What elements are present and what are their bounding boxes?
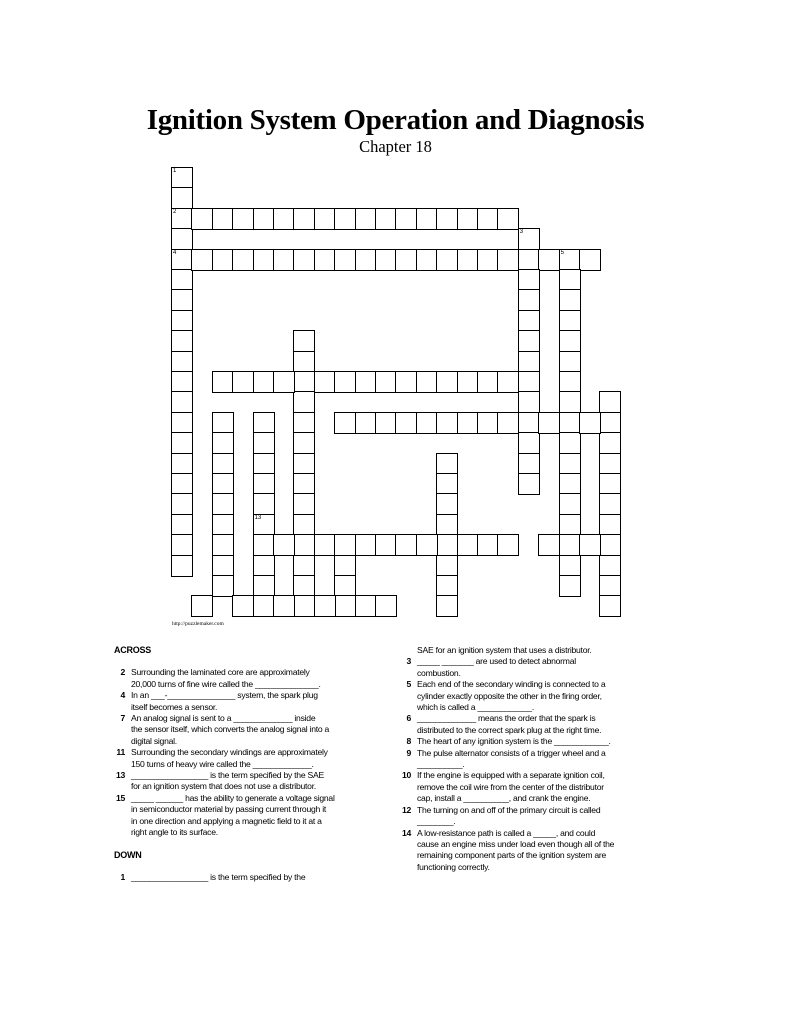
grid-cell[interactable] <box>334 412 356 434</box>
grid-cell[interactable] <box>559 575 581 597</box>
grid-cell[interactable] <box>559 514 581 536</box>
grid-cell[interactable] <box>599 514 621 536</box>
grid-cell[interactable] <box>518 351 540 373</box>
clue-text-line: which is called a ____________. <box>417 702 534 713</box>
grid-cell[interactable] <box>171 473 193 495</box>
grid-cell[interactable] <box>559 493 581 515</box>
grid-cell[interactable] <box>293 493 315 515</box>
grid-cell[interactable] <box>457 534 479 556</box>
grid-cell[interactable] <box>293 391 315 413</box>
grid-cell[interactable] <box>436 371 458 393</box>
grid-cell[interactable] <box>314 249 336 271</box>
grid-cell[interactable] <box>395 249 417 271</box>
clue-text-line: The pulse alternator consists of a trigger wheel and a <box>417 747 606 758</box>
grid-cell[interactable] <box>212 453 234 475</box>
clue-text-line: __________. <box>417 759 465 770</box>
grid-cell[interactable] <box>457 412 479 434</box>
grid-cell[interactable] <box>293 208 315 230</box>
grid-cell[interactable] <box>293 514 315 536</box>
grid-cell[interactable] <box>477 208 499 230</box>
grid-cell[interactable] <box>253 208 275 230</box>
grid-cell[interactable] <box>436 473 458 495</box>
clue-text-line: in one direction and applying a magnetic field to it at a <box>131 815 322 826</box>
grid-cell[interactable] <box>293 351 315 373</box>
clue-number: 12 <box>401 804 411 815</box>
clue-text-line: in semiconductor material by passing current through it <box>131 804 326 815</box>
down-clue <box>400 736 662 747</box>
grid-cell[interactable] <box>579 412 601 434</box>
grid-cell[interactable] <box>232 595 254 617</box>
clue-text-line: _________________ is the term specified by the SAE <box>131 770 324 781</box>
grid-cell[interactable] <box>171 514 193 536</box>
grid-cell[interactable] <box>253 249 275 271</box>
clue-number-label: 13 <box>254 514 262 521</box>
grid-cell[interactable] <box>436 534 458 556</box>
grid-cell[interactable] <box>518 453 540 475</box>
grid-cell[interactable] <box>171 432 193 454</box>
grid-cell[interactable] <box>253 493 275 515</box>
grid-cell[interactable] <box>273 534 295 556</box>
grid-cell[interactable] <box>518 249 540 271</box>
grid-cell[interactable] <box>171 289 193 311</box>
across-clue <box>114 793 376 839</box>
grid-cell[interactable] <box>559 351 581 373</box>
page-subtitle: Chapter 18 <box>359 137 432 156</box>
clue-text-line: combustion. <box>417 667 461 678</box>
grid-cell[interactable] <box>171 351 193 373</box>
grid-cell[interactable] <box>273 208 295 230</box>
grid-cell[interactable] <box>293 412 315 434</box>
clue-number: 8 <box>406 736 411 747</box>
grid-cell[interactable] <box>416 208 438 230</box>
grid-cell[interactable] <box>599 473 621 495</box>
grid-cell[interactable] <box>253 473 275 495</box>
clue-text-line: _____________ means the order that the spark is <box>417 713 596 724</box>
page-title: Ignition System Operation and Diagnosis <box>146 104 645 136</box>
grid-cell[interactable] <box>334 208 356 230</box>
grid-cell[interactable] <box>253 371 275 393</box>
grid-cell[interactable] <box>579 534 601 556</box>
grid-cell[interactable] <box>559 412 581 434</box>
clue-text-line: _____ _______ are used to detect abnormal <box>417 656 576 667</box>
grid-cell[interactable] <box>212 493 234 515</box>
grid-cell[interactable] <box>518 228 540 250</box>
grid-cell[interactable] <box>559 453 581 475</box>
grid-cell[interactable] <box>171 453 193 475</box>
grid-cell[interactable] <box>334 371 356 393</box>
grid-cell[interactable] <box>171 228 193 250</box>
clue-text-line: right angle to its surface. <box>131 827 218 838</box>
grid-cell[interactable] <box>599 453 621 475</box>
grid-cell[interactable] <box>559 473 581 495</box>
grid-cell[interactable] <box>497 534 519 556</box>
grid-cell[interactable] <box>293 473 315 495</box>
clues-left-column <box>114 645 376 883</box>
down-clue <box>400 656 662 679</box>
down-heading: DOWN <box>114 849 142 860</box>
grid-cell[interactable] <box>416 371 438 393</box>
grid-cell[interactable] <box>559 534 581 556</box>
grid-cell[interactable] <box>171 249 193 271</box>
grid-cell[interactable] <box>191 595 213 617</box>
grid-cell[interactable] <box>314 208 336 230</box>
grid-cell[interactable] <box>171 269 193 291</box>
grid-cell[interactable] <box>334 249 356 271</box>
grid-cell[interactable] <box>599 595 621 617</box>
clues-right-column <box>400 645 662 873</box>
clue-number-label: 1 <box>173 168 177 174</box>
grid-cell[interactable] <box>293 432 315 454</box>
grid-cell[interactable] <box>171 208 193 230</box>
grid-cell[interactable] <box>559 371 581 393</box>
across-clue <box>114 747 376 770</box>
clue-number: 5 <box>406 679 411 690</box>
clue-number-label: 5 <box>560 249 564 256</box>
across-clue <box>114 667 376 690</box>
grid-cell[interactable] <box>599 493 621 515</box>
clue-text-line: 150 turns of heavy wire called the _____________. <box>131 758 314 769</box>
clue-text-line: distributed to the correct spark plug at the right time. <box>417 724 602 735</box>
clue-text-line: for an ignition system that does not use a distributor. <box>131 781 316 792</box>
grid-cell[interactable] <box>538 534 560 556</box>
grid-cell[interactable] <box>395 208 417 230</box>
grid-cell[interactable] <box>416 249 438 271</box>
grid-cell[interactable] <box>518 412 540 434</box>
clue-text-line: _________________ is the term specified by the <box>131 871 306 882</box>
grid-cell[interactable] <box>293 249 315 271</box>
grid-cell[interactable] <box>293 371 315 393</box>
grid-cell[interactable] <box>171 534 193 556</box>
grid-cell[interactable] <box>599 575 621 597</box>
clue-number: 14 <box>401 827 411 838</box>
grid-cell[interactable] <box>599 391 621 413</box>
grid-cell[interactable] <box>253 412 275 434</box>
clue-text-line: the sensor itself, which converts the analog signal into a <box>131 724 330 735</box>
clue-text-line: A low-resistance path is called a _____, and could <box>417 827 596 838</box>
clue-text-line: If the engine is equipped with a separate ignition coil, <box>417 770 605 781</box>
grid-cell[interactable] <box>273 371 295 393</box>
down-clue <box>400 713 662 736</box>
grid-cell[interactable] <box>253 453 275 475</box>
grid-cell[interactable] <box>538 249 560 271</box>
grid-cell[interactable] <box>253 514 275 536</box>
clue-number: 2 <box>120 667 125 678</box>
grid-cell[interactable] <box>171 412 193 434</box>
clue-text-line: _____ ______ has the ability to generate a voltage signal <box>131 792 335 803</box>
grid-cell[interactable] <box>273 249 295 271</box>
down-clue <box>400 645 662 656</box>
grid-cell[interactable] <box>334 595 356 617</box>
grid-cell[interactable] <box>518 432 540 454</box>
grid-cell[interactable] <box>212 249 234 271</box>
clue-number-label: 2 <box>173 208 177 215</box>
grid-cell[interactable] <box>334 534 356 556</box>
grid-cell[interactable] <box>497 371 519 393</box>
clue-text-line: remaining component parts of the ignition system are <box>417 850 607 861</box>
grid-cell[interactable] <box>171 555 193 577</box>
across-clue <box>114 690 376 713</box>
clue-text-line: cap, install a __________, and crank the engine. <box>417 793 591 804</box>
clue-number: 1 <box>120 871 125 882</box>
grid-cell[interactable] <box>395 412 417 434</box>
grid-cell[interactable] <box>293 330 315 352</box>
down-clue-list <box>400 645 662 873</box>
grid-cell[interactable] <box>477 249 499 271</box>
clue-text-line: In an ___-_______________ system, the spark plug <box>131 690 318 701</box>
clue-text-line: cause an engine miss under load even though all of the <box>417 838 615 849</box>
grid-cell[interactable] <box>436 575 458 597</box>
down-clue <box>114 872 376 883</box>
clue-text-line: SAE for an ignition system that uses a distributor. <box>417 645 592 655</box>
grid-cell[interactable] <box>497 412 519 434</box>
grid-cell[interactable] <box>518 289 540 311</box>
grid-cell[interactable] <box>497 249 519 271</box>
grid-cell[interactable] <box>375 534 397 556</box>
grid-cell[interactable] <box>293 575 315 597</box>
grid-cell[interactable] <box>375 595 397 617</box>
clue-number-label: 3 <box>519 229 524 236</box>
grid-cell[interactable] <box>599 534 621 556</box>
grid-cell[interactable] <box>253 555 275 577</box>
grid-cell[interactable] <box>518 473 540 495</box>
grid-cell[interactable] <box>599 432 621 454</box>
source-url: http://puzzlemaker.com <box>172 621 224 627</box>
grid-cell[interactable] <box>314 534 336 556</box>
grid-cell[interactable] <box>477 412 499 434</box>
clue-number: 13 <box>115 770 125 781</box>
grid-cell[interactable] <box>253 575 275 597</box>
grid-cell[interactable] <box>559 432 581 454</box>
grid-cell[interactable] <box>212 208 234 230</box>
grid-cell[interactable] <box>273 595 295 617</box>
grid-cell[interactable] <box>355 412 377 434</box>
clue-text-line: An analog signal is sent to a _____________ inside <box>131 713 316 724</box>
grid-cell[interactable] <box>212 575 234 597</box>
grid-cell[interactable] <box>355 371 377 393</box>
grid-cell[interactable] <box>212 555 234 577</box>
clue-text-line: cylinder exactly opposite the other in the firing order, <box>417 690 602 701</box>
clue-number-label: 4 <box>173 249 177 256</box>
grid-cell[interactable] <box>293 555 315 577</box>
grid-cell[interactable] <box>314 371 336 393</box>
grid-cell[interactable] <box>559 310 581 332</box>
across-clue-list <box>114 667 376 838</box>
grid-cell[interactable] <box>253 595 275 617</box>
grid-cell[interactable] <box>171 167 193 189</box>
clue-text-line: Each end of the secondary winding is connected to a <box>417 679 606 690</box>
grid-cell[interactable] <box>457 208 479 230</box>
grid-cell[interactable] <box>253 432 275 454</box>
grid-cell[interactable] <box>212 432 234 454</box>
grid-cell[interactable] <box>375 412 397 434</box>
clue-text-line: remove the coil wire from the center of the distributor <box>417 781 604 792</box>
grid-cell[interactable] <box>477 371 499 393</box>
grid-cell[interactable] <box>293 534 315 556</box>
grid-cell[interactable] <box>436 493 458 515</box>
grid-cell[interactable] <box>436 249 458 271</box>
grid-cell[interactable] <box>171 371 193 393</box>
across-clue <box>114 770 376 793</box>
across-heading: ACROSS <box>114 645 152 655</box>
clue-number: 10 <box>401 770 411 781</box>
clue-number: 9 <box>406 747 411 758</box>
grid-cell[interactable] <box>375 208 397 230</box>
grid-cell[interactable] <box>191 249 213 271</box>
grid-cell[interactable] <box>232 208 254 230</box>
down-clue <box>400 679 662 713</box>
clue-text-line: functioning correctly. <box>417 861 490 872</box>
grid-cell[interactable] <box>518 269 540 291</box>
grid-cell[interactable] <box>355 534 377 556</box>
grid-cell[interactable] <box>559 391 581 413</box>
clue-text-line: Surrounding the secondary windings are approximately <box>131 747 328 758</box>
grid-cell[interactable] <box>457 249 479 271</box>
down-clue <box>400 770 662 804</box>
grid-cell[interactable] <box>518 371 540 393</box>
clue-text-line: The turning on and off of the primary circuit is called <box>417 804 601 815</box>
grid-cell[interactable] <box>477 534 499 556</box>
grid-cell[interactable] <box>559 555 581 577</box>
grid-cell[interactable] <box>497 208 519 230</box>
down-clue <box>400 828 662 874</box>
clue-text-line: 20,000 turns of fine wire called the ______________. <box>131 678 321 689</box>
down-clue <box>400 805 662 828</box>
grid-cell[interactable] <box>436 412 458 434</box>
grid-cell[interactable] <box>212 412 234 434</box>
clue-number: 11 <box>116 747 125 758</box>
grid-cell[interactable] <box>171 310 193 332</box>
grid-cell[interactable] <box>171 187 193 209</box>
grid-cell[interactable] <box>212 534 234 556</box>
clue-text-line: digital signal. <box>131 735 177 746</box>
down-clue <box>400 748 662 771</box>
grid-cell[interactable] <box>599 555 621 577</box>
across-clue <box>114 713 376 747</box>
clue-number: 15 <box>115 792 125 803</box>
clue-number: 6 <box>406 713 411 724</box>
grid-cell[interactable] <box>314 595 336 617</box>
clue-number: 3 <box>406 656 411 667</box>
grid-cell[interactable] <box>518 391 540 413</box>
grid-cell[interactable] <box>559 289 581 311</box>
clue-text-line: ________. <box>417 816 456 827</box>
grid-cell[interactable] <box>375 249 397 271</box>
grid-cell[interactable] <box>212 514 234 536</box>
grid-cell[interactable] <box>212 473 234 495</box>
grid-cell[interactable] <box>436 453 458 475</box>
grid-cell[interactable] <box>416 534 438 556</box>
grid-cell[interactable] <box>293 453 315 475</box>
grid-cell[interactable] <box>579 249 601 271</box>
grid-cell[interactable] <box>559 249 581 271</box>
grid-cell[interactable] <box>232 371 254 393</box>
grid-cell[interactable] <box>457 371 479 393</box>
grid-cell[interactable] <box>416 412 438 434</box>
grid-cell[interactable] <box>355 595 377 617</box>
clue-number: 7 <box>120 713 125 724</box>
grid-cell[interactable] <box>232 249 254 271</box>
grid-cell[interactable] <box>436 555 458 577</box>
down-clue-list-start <box>114 872 376 883</box>
grid-cell[interactable] <box>191 208 213 230</box>
grid-cell[interactable] <box>334 555 356 577</box>
grid-cell[interactable] <box>395 534 417 556</box>
grid-cell[interactable] <box>334 575 356 597</box>
clue-text-line: Surrounding the laminated core are approximately <box>131 667 310 678</box>
grid-cell[interactable] <box>253 534 275 556</box>
grid-cell[interactable] <box>559 330 581 352</box>
grid-cell[interactable] <box>171 391 193 413</box>
clue-number: 4 <box>120 690 125 701</box>
grid-cell[interactable] <box>171 493 193 515</box>
grid-cell[interactable] <box>518 310 540 332</box>
grid-cell[interactable] <box>518 330 540 352</box>
grid-cell[interactable] <box>293 595 315 617</box>
clue-text-line: The heart of any ignition system is the ____________. <box>417 736 611 747</box>
grid-cell[interactable] <box>436 595 458 617</box>
grid-cell[interactable] <box>395 371 417 393</box>
grid-cell[interactable] <box>212 371 234 393</box>
grid-cell[interactable] <box>599 412 621 434</box>
grid-cell[interactable] <box>355 249 377 271</box>
grid-cell[interactable] <box>436 514 458 536</box>
grid-cell[interactable] <box>355 208 377 230</box>
clue-text-line: itself becomes a sensor. <box>131 701 218 712</box>
grid-cell[interactable] <box>375 371 397 393</box>
grid-cell[interactable] <box>559 269 581 291</box>
grid-cell[interactable] <box>171 330 193 352</box>
grid-cell[interactable] <box>436 208 458 230</box>
grid-cell[interactable] <box>538 412 560 434</box>
